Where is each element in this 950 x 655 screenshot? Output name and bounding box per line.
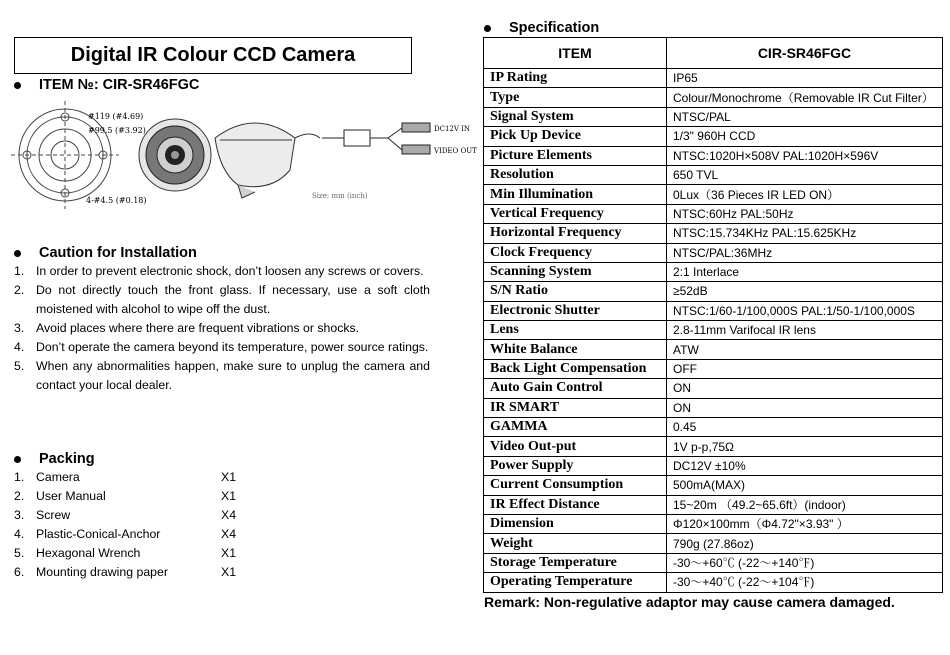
spec-label: Pick Up Device <box>484 127 667 146</box>
spec-label: Dimension <box>484 514 667 533</box>
spec-value: IP65 <box>667 69 943 88</box>
bullet-icon <box>14 250 21 257</box>
packing-list <box>14 468 254 582</box>
spec-label: GAMMA <box>484 418 667 437</box>
spec-value: NTSC:1/60-1/100,000S PAL:1/50-1/100,000S <box>667 301 943 320</box>
spec-value: DC12V ±10% <box>667 456 943 475</box>
spec-value: 15~20m （49.2~65.6ft）(indoor) <box>667 495 943 514</box>
spec-label: White Balance <box>484 340 667 359</box>
table-row <box>484 127 943 146</box>
list-item: 3. Avoid places where there are frequent vibrations or shocks. <box>14 321 360 335</box>
list-item: 2. Do not directly touch the front glass. If necessary, use a soft cloth moistened with alcohol to wipe off the dust. <box>14 283 430 316</box>
spec-value: 2:1 Interlace <box>667 262 943 281</box>
list-item: 4. Plastic-Conical-Anchor X4 <box>14 527 237 541</box>
spec-label: Resolution <box>484 165 667 184</box>
size-unit-note: Size: mm (inch) <box>312 192 368 200</box>
table-row <box>484 456 943 475</box>
header-item: ITEM <box>484 38 667 69</box>
camera-side-view <box>215 123 320 198</box>
spec-label: Electronic Shutter <box>484 301 667 320</box>
spec-value: Colour/Monochrome（Removable IR Cut Filter） <box>667 88 943 107</box>
table-row <box>484 69 943 88</box>
table-row <box>484 165 943 184</box>
packing-heading-text: Packing <box>39 451 95 467</box>
spec-value: NTSC:15.734KHz PAL:15.625KHz <box>667 224 943 243</box>
header-model: CIR-SR46FGC <box>667 38 943 69</box>
spec-label: Current Consumption <box>484 476 667 495</box>
specification-table <box>483 37 943 593</box>
dim-119-label: #119 (#4.69) <box>88 112 144 121</box>
spec-label: Picture Elements <box>484 146 667 165</box>
table-row <box>484 243 943 262</box>
spec-label: Horizontal Frequency <box>484 224 667 243</box>
list-item: 5. When any abnormalities happen, make sure to unplug the camera and contact your local dealer. <box>14 359 430 392</box>
spec-value: NTSC/PAL <box>667 107 943 126</box>
table-row <box>484 224 943 243</box>
table-row <box>484 514 943 533</box>
caution-heading-text: Caution for Installation <box>39 245 197 261</box>
list-item: 5. Hexagonal Wrench X1 <box>14 546 237 560</box>
spec-value: ON <box>667 379 943 398</box>
spec-value: 0Lux（36 Pieces IR LED ON） <box>667 185 943 204</box>
camera-lens-view <box>139 119 211 191</box>
spec-value: 2.8-11mm Varifocal IR lens <box>667 321 943 340</box>
spec-value: 1V p-p,75Ω <box>667 437 943 456</box>
table-row <box>484 321 943 340</box>
spec-value: 1/3" 960H CCD <box>667 127 943 146</box>
video-out-label: VIDEO OUT <box>434 147 477 155</box>
spec-label: Power Supply <box>484 456 667 475</box>
spec-value: 500mA(MAX) <box>667 476 943 495</box>
spec-value: -30～+40℃ (-22～+104℉) <box>667 573 943 592</box>
table-row <box>484 553 943 572</box>
camera-technical-drawing <box>10 100 477 218</box>
dc-in-label: DC12V IN <box>434 125 471 133</box>
table-row <box>484 107 943 126</box>
spec-value: -30～+60℃ (-22～+140℉) <box>667 553 943 572</box>
table-row <box>484 146 943 165</box>
table-row <box>484 282 943 301</box>
bullet-icon <box>14 82 21 89</box>
spec-label: IR Effect Distance <box>484 495 667 514</box>
dim-99-label: #99.5 (#3.92) <box>88 126 146 135</box>
spec-label: Lens <box>484 321 667 340</box>
spec-label: Signal System <box>484 107 667 126</box>
list-item: 4. Don’t operate the camera beyond its temperature, power source ratings. <box>14 340 429 354</box>
spec-value: 650 TVL <box>667 165 943 184</box>
spec-value: NTSC/PAL:36MHz <box>667 243 943 262</box>
table-row <box>484 204 943 223</box>
list-item: 1. Camera X1 <box>14 470 237 484</box>
spec-label: S/N Ratio <box>484 282 667 301</box>
spec-label: Vertical Frequency <box>484 204 667 223</box>
spec-label: Video Out-put <box>484 437 667 456</box>
table-row <box>484 379 943 398</box>
cable-connector-diagram <box>322 123 430 154</box>
bullet-icon <box>14 456 21 463</box>
spec-value: 790g (27.86oz) <box>667 534 943 553</box>
item-number-heading <box>14 77 199 93</box>
specification-rows <box>484 69 943 593</box>
spec-label: Weight <box>484 534 667 553</box>
document-title: Digital IR Colour CCD Camera <box>14 37 412 74</box>
list-item: 3. Screw X4 <box>14 508 237 522</box>
table-row <box>484 301 943 320</box>
list-item: 1. In order to prevent electronic shock, don’t loosen any screws or covers. <box>14 264 424 278</box>
spec-label: Min Illumination <box>484 185 667 204</box>
spec-label: Scanning System <box>484 262 667 281</box>
table-row <box>484 437 943 456</box>
caution-heading <box>14 245 197 261</box>
spec-value: NTSC:60Hz PAL:50Hz <box>667 204 943 223</box>
specification-heading-text: Specification <box>509 20 600 36</box>
spec-label: Operating Temperature <box>484 573 667 592</box>
table-row <box>484 418 943 437</box>
table-row <box>484 185 943 204</box>
table-row <box>484 262 943 281</box>
spec-value: 0.45 <box>667 418 943 437</box>
spec-value: ATW <box>667 340 943 359</box>
table-row <box>484 88 943 107</box>
spec-label: Clock Frequency <box>484 243 667 262</box>
spec-value: Φ120×100mm（Φ4.72"×3.93" ） <box>667 514 943 533</box>
table-row <box>484 476 943 495</box>
spec-value: ≥52dB <box>667 282 943 301</box>
spec-value: NTSC:1020H×508V PAL:1020H×596V <box>667 146 943 165</box>
specification-heading <box>484 20 599 36</box>
spec-label: Storage Temperature <box>484 553 667 572</box>
caution-list <box>14 262 430 395</box>
spec-label: Type <box>484 88 667 107</box>
spec-label: Back Light Compensation <box>484 359 667 378</box>
item-number-text: ITEM №: CIR-SR46FGC <box>39 77 200 93</box>
bullet-icon <box>484 25 491 32</box>
table-row <box>484 340 943 359</box>
remark-note: Remark: Non-regulative adaptor may cause camera damaged. <box>484 594 895 610</box>
spec-value: ON <box>667 398 943 417</box>
list-item: 6. Mounting drawing paper X1 <box>14 565 237 579</box>
spec-label: Auto Gain Control <box>484 379 667 398</box>
list-item: 2. User Manual X1 <box>14 489 237 503</box>
table-row <box>484 534 943 553</box>
table-row <box>484 495 943 514</box>
table-row <box>484 359 943 378</box>
packing-heading <box>14 451 95 467</box>
spec-label: IP Rating <box>484 69 667 88</box>
dim-screw-label: 4-#4.5 (#0.18) <box>86 196 147 205</box>
table-row <box>484 398 943 417</box>
table-header-row <box>484 38 943 69</box>
table-row <box>484 573 943 592</box>
spec-label: IR SMART <box>484 398 667 417</box>
spec-value: OFF <box>667 359 943 378</box>
